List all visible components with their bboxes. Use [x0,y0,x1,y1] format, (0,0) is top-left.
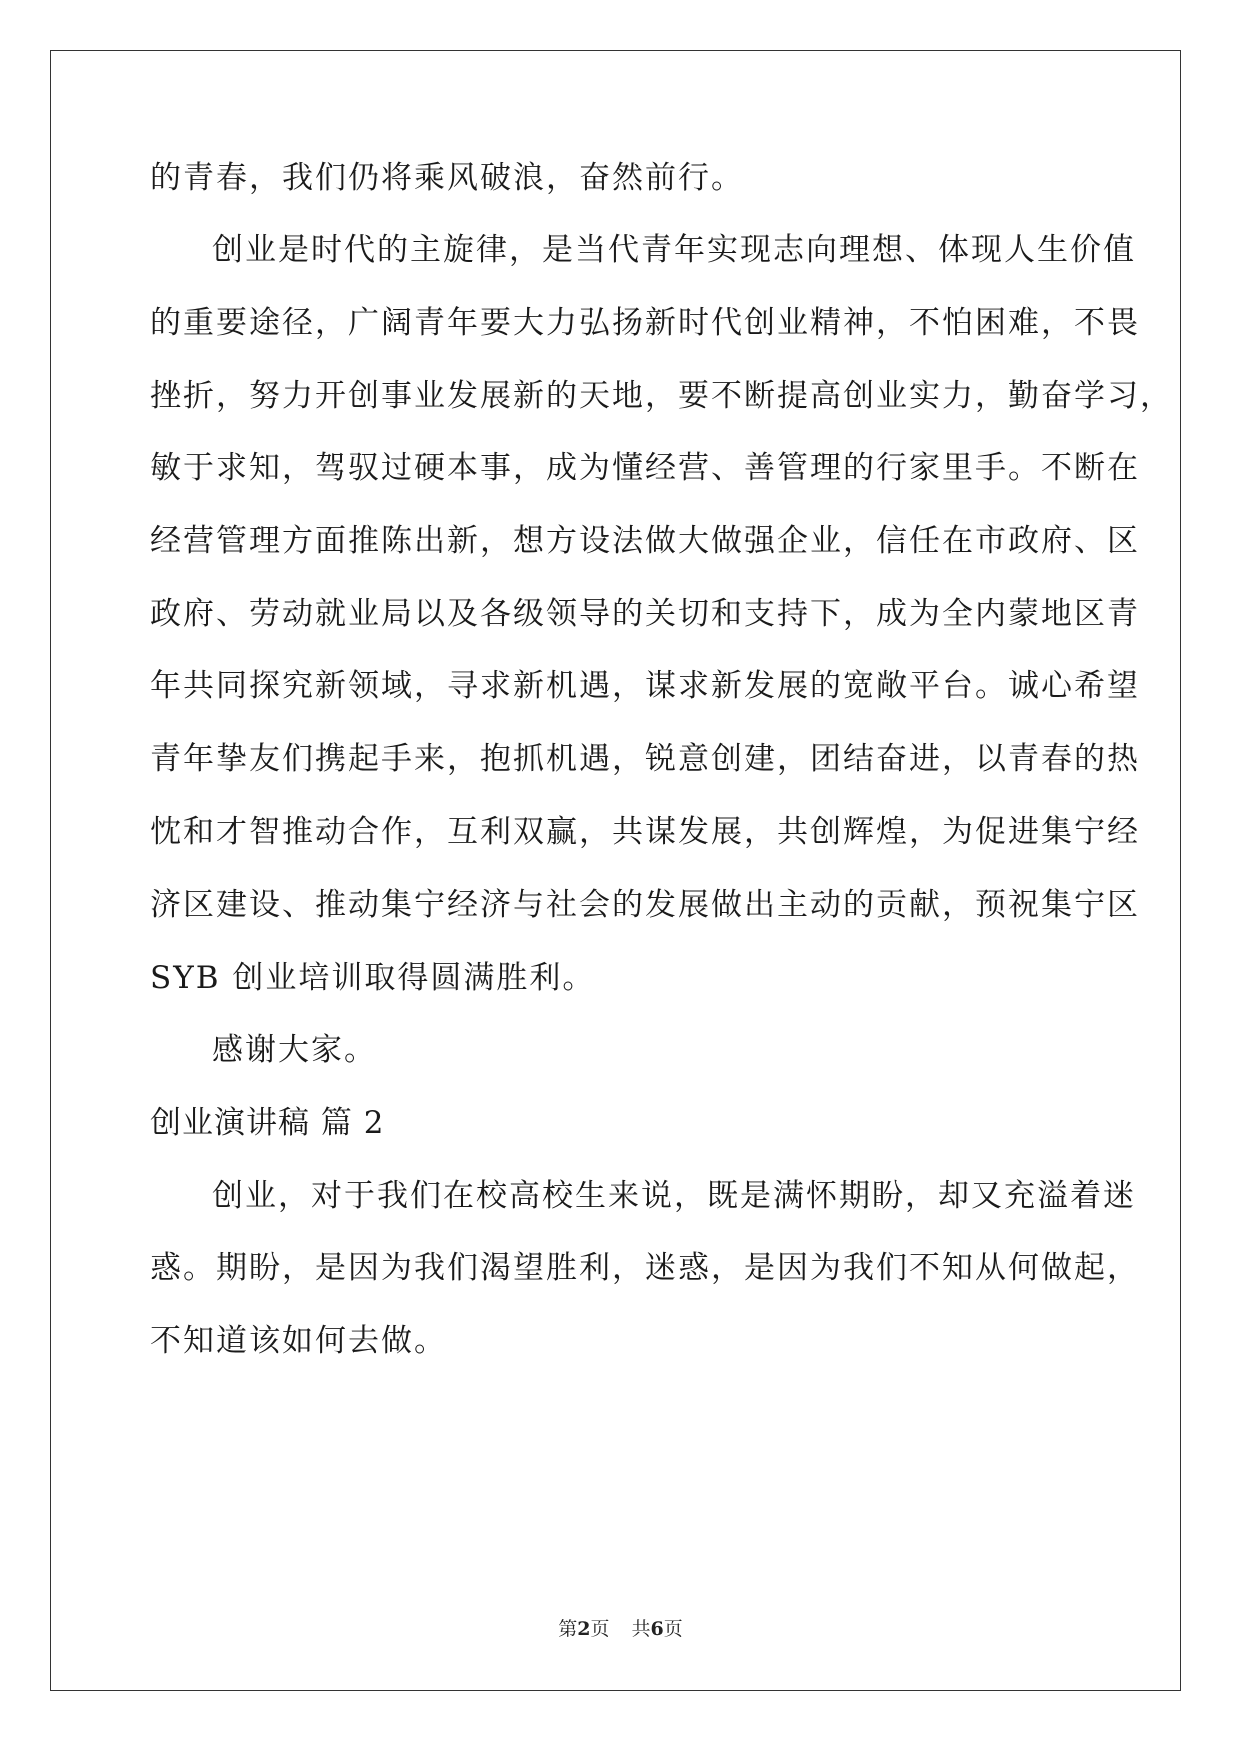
paragraph-line: 不知道该如何去做。 [150,1323,447,1359]
paragraph-line: 的青春，我们仍将乘风破浪，奋然前行。 [150,160,744,196]
paragraph-line: 政府、劳动就业局以及各级领导的关切和支持下，成为全内蒙地区青 [150,596,1140,632]
current-page-number: 2 [577,1618,591,1640]
paragraph-line: 经营管理方面推陈出新，想方设法做大做强企业，信任在市政府、区 [150,523,1140,559]
paragraph-line: 的重要途径，广阔青年要大力弘扬新时代创业精神，不怕困难，不畏 [150,305,1140,341]
page-border [50,50,1181,1691]
closing-line: 感谢大家。 [212,1032,377,1068]
section-heading: 创业演讲稿 篇 2 [150,1105,385,1141]
page-footer [0,1614,1241,1641]
paragraph-line: 创业是时代的主旋律，是当代青年实现志向理想、体现人生价值 [212,232,1136,268]
paragraph-line: SYB 创业培训取得圆满胜利。 [150,960,596,996]
paragraph-line: 挫折，努力开创事业发展新的天地，要不断提高创业实力，勤奋学习， [150,378,1173,414]
paragraph-line: 惑。期盼，是因为我们渴望胜利，迷惑，是因为我们不知从何做起， [150,1250,1140,1286]
paragraph-line: 创业，对于我们在校高校生来说，既是满怀期盼，却又充溢着迷 [212,1178,1136,1214]
total-page-number: 6 [650,1618,664,1640]
total-prefix: 共 [631,1618,651,1640]
paragraph-line: 忱和才智推动合作，互利双赢，共谋发展，共创辉煌，为促进集宁经 [150,814,1140,850]
paragraph-line: 敏于求知，驾驭过硬本事，成为懂经营、善管理的行家里手。不断在 [150,450,1140,486]
total-suffix: 页 [663,1618,683,1640]
page-prefix: 第 [558,1618,578,1640]
paragraph-line: 青年挚友们携起手来，抱抓机遇，锐意创建，团结奋进，以青春的热 [150,741,1140,777]
paragraph-line: 济区建设、推动集宁经济与社会的发展做出主动的贡献，预祝集宁区 [150,887,1140,923]
page-suffix: 页 [590,1618,610,1640]
paragraph-line: 年共同探究新领域，寻求新机遇，谋求新发展的宽敞平台。诚心希望 [150,668,1140,704]
